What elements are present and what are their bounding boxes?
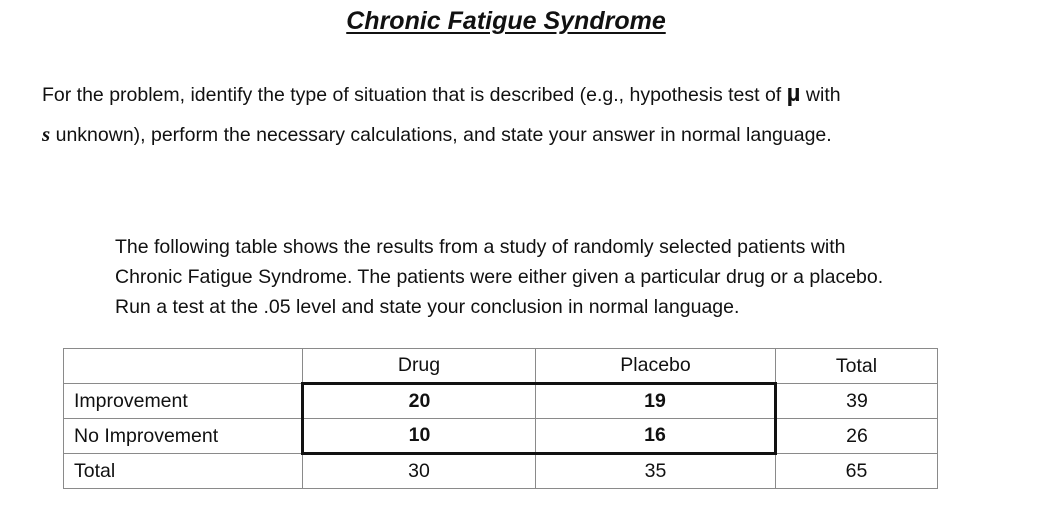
instructions-line-1-start: For the problem, identify the type of situation that is described (e.g., hypothesis test of bbox=[42, 84, 787, 106]
table-row-improvement bbox=[64, 384, 938, 419]
row-label-no-improvement: No Improvement bbox=[64, 419, 303, 454]
s-symbol: s bbox=[42, 122, 51, 146]
instructions-line-2 bbox=[42, 115, 1032, 155]
instructions-paragraph bbox=[42, 74, 1032, 155]
cell-no-improvement-total: 26 bbox=[776, 419, 938, 454]
column-header-drug: Drug bbox=[303, 349, 536, 384]
contingency-table bbox=[63, 348, 938, 489]
mu-symbol: µ bbox=[786, 80, 801, 107]
column-header-total: Total bbox=[776, 349, 938, 384]
table-header-row bbox=[64, 349, 938, 384]
instructions-line-1 bbox=[42, 74, 1032, 115]
column-header-placebo: Placebo bbox=[536, 349, 776, 384]
problem-line-2: Chronic Fatigue Syndrome. The patients were either given a particular drug or a placebo. bbox=[115, 266, 884, 288]
instructions-line-1-end: with bbox=[800, 84, 841, 106]
page-title: Chronic Fatigue Syndrome bbox=[346, 7, 666, 35]
cell-improvement-placebo: 19 bbox=[536, 384, 776, 419]
cell-no-improvement-drug: 10 bbox=[303, 419, 536, 454]
cell-grand-total: 65 bbox=[776, 454, 938, 489]
cell-total-drug: 30 bbox=[303, 454, 536, 489]
cell-no-improvement-placebo: 16 bbox=[536, 419, 776, 454]
cell-total-placebo: 35 bbox=[536, 454, 776, 489]
cell-improvement-drug: 20 bbox=[303, 384, 536, 419]
row-label-total: Total bbox=[64, 454, 303, 489]
table-header-corner bbox=[64, 349, 303, 384]
problem-line-1: The following table shows the results from a study of randomly selected patients with bbox=[115, 236, 846, 258]
row-label-improvement: Improvement bbox=[64, 384, 303, 419]
table-row-total bbox=[64, 454, 938, 489]
instructions-line-2-text: unknown), perform the necessary calculations, and state your answer in normal language. bbox=[50, 124, 832, 146]
problem-line-3: Run a test at the .05 level and state your conclusion in normal language. bbox=[115, 296, 740, 318]
problem-statement bbox=[115, 232, 1025, 322]
table-row-no-improvement bbox=[64, 419, 938, 454]
cell-improvement-total: 39 bbox=[776, 384, 938, 419]
